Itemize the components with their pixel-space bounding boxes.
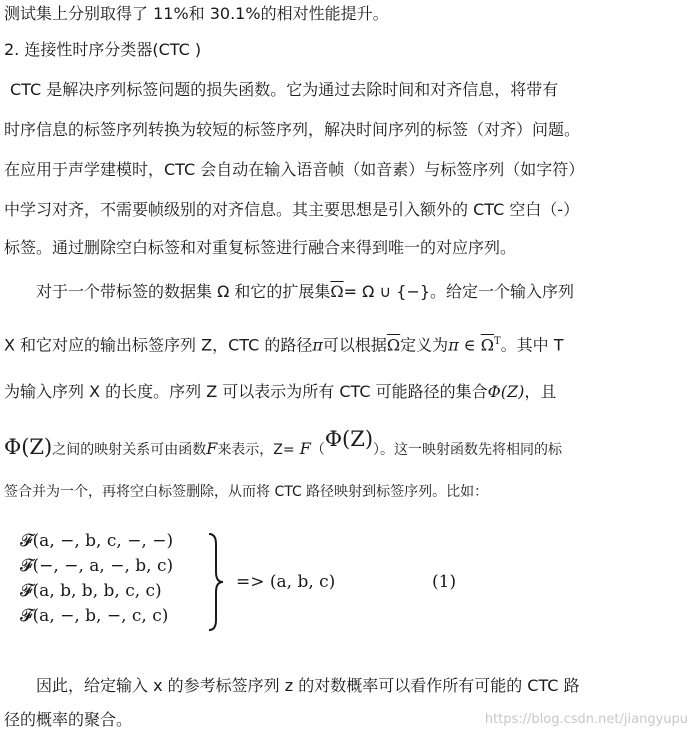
paragraph-line xyxy=(4,380,556,404)
text-span: （ xyxy=(310,442,325,458)
text-span: ）。这一映射函数先将相同的标 xyxy=(373,442,563,458)
phi-z-symbol: Φ(Z) xyxy=(324,427,374,451)
paragraph-line: 标签。通过删除空白标签和对重复标签进行融合来得到唯一的对应序列。 xyxy=(4,238,517,257)
phi-z-symbol: Φ(Z) xyxy=(4,435,53,459)
right-brace-icon xyxy=(206,532,226,632)
paragraph-line: CTC 是解决序列标签问题的损失函数。它为通过去除时间和对齐信息，将带有 xyxy=(10,80,559,99)
paragraph-line: 因此，给定输入 x 的参考标签序列 z 的对数概率可以看作所有可能的 CTC 路 xyxy=(36,676,580,695)
pi-symbol: π xyxy=(312,335,323,355)
element-of-symbol: ∈ xyxy=(458,335,481,355)
text-span: 对于一个带标签的数据集 Ω 和它的扩展集 xyxy=(36,282,331,301)
text-span: 来表示，Z= xyxy=(217,442,295,458)
omega-bar-symbol: $\overline{\Omega}$ xyxy=(330,282,344,301)
text-span: = Ω ∪ {−}。给定一个输入序列 xyxy=(343,282,575,301)
equation-result: => (a, b, c) xyxy=(236,572,336,592)
paragraph-line: 径的概率的聚合。 xyxy=(4,710,133,729)
f-symbol: F xyxy=(299,439,311,458)
paragraph-line: 时序信息的标签序列转换为较短的标签序列，解决时间序列的标签（对齐）问题。 xyxy=(4,120,581,139)
paragraph-line xyxy=(4,330,564,357)
text-span: 为输入序列 X 的长度。序列 Z 可以表示为所有 CTC 可能路径的集合 xyxy=(4,382,488,401)
phi-z-symbol: Φ(Z) xyxy=(487,382,525,401)
equation-row: 𝓕(a, b, b, b, c, c) xyxy=(20,581,162,601)
pi-symbol: π xyxy=(448,335,459,355)
f-symbol: F xyxy=(206,439,218,458)
omega-bar-symbol: $\overline{\Omega}$ xyxy=(480,335,494,355)
omega-bar-symbol: $\overline{\Omega}$ xyxy=(386,335,401,355)
section-heading: 2. 连接性时序分类器(CTC ) xyxy=(4,40,202,59)
paragraph-line: 在应用于声学建模时，CTC 会自动在输入语音帧（如音素）与标签序列（如字符） xyxy=(4,160,585,179)
text-span: ，且 xyxy=(524,382,557,401)
text-span: X 和它对应的输出标签序列 Z，CTC 的路径 xyxy=(4,335,313,355)
equation-row: 𝓕(a, −, b, c, −, −) xyxy=(20,531,174,551)
paragraph-line: 测试集上分别取得了 11%和 30.1%的相对性能提升。 xyxy=(4,4,389,23)
paragraph-line: 签合并为一个，再将空白标签删除，从而将 CTC 路径映射到标签序列。比如： xyxy=(4,484,489,500)
paragraph-line xyxy=(4,427,563,467)
paragraph-line: 中学习对齐，不需要帧级别的对齐信息。其主要思想是引入额外的 CTC 空白（-） xyxy=(4,200,580,219)
text-span: 可以根据 xyxy=(322,335,387,355)
equation-number: (1) xyxy=(432,572,457,592)
text-span: 之间的映射关系可由函数 xyxy=(52,442,207,458)
equation-block xyxy=(20,530,680,634)
text-span: 定义为 xyxy=(400,335,449,355)
equation-row: 𝓕(a, −, b, −, c, c) xyxy=(20,606,169,626)
text-span: 。其中 T xyxy=(500,335,564,355)
equation-row: 𝓕(−, −, a, −, b, c) xyxy=(20,556,174,576)
paragraph-line xyxy=(36,280,574,304)
superscript-t: T xyxy=(493,336,501,347)
watermark: https://blog.csdn.net/jiangyupu xyxy=(484,712,688,727)
